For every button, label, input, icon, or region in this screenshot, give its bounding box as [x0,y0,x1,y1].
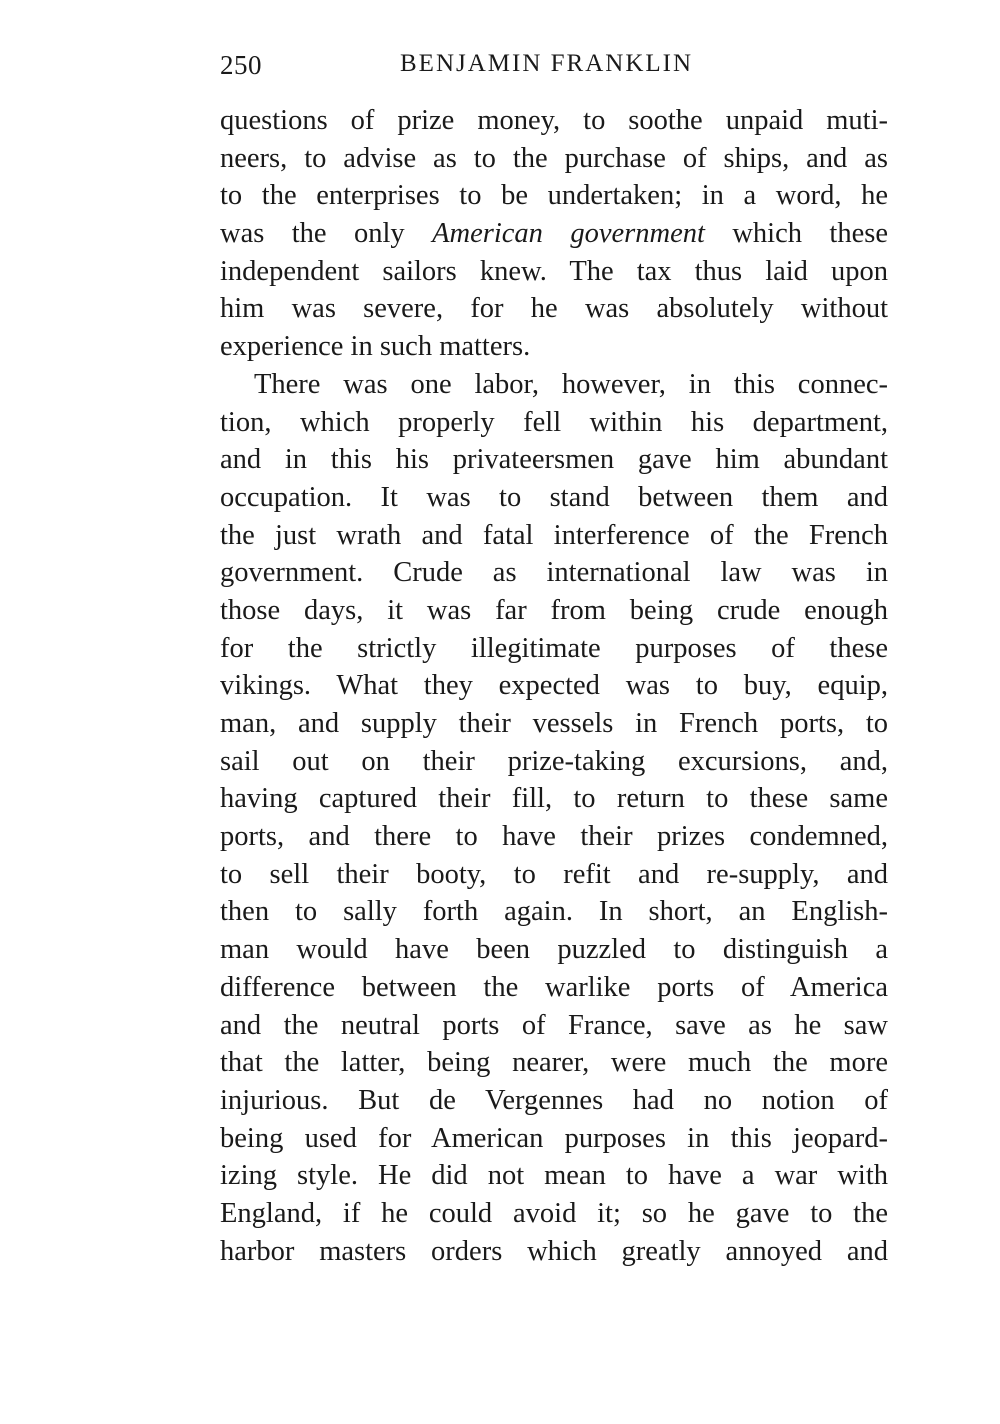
text-line: ports, and there to have their prizes condemned, [220,821,888,853]
text-line: government. Crude as international law was in [220,557,888,589]
text-line: difference between the warlike ports of America [220,971,888,1003]
text-line: the just wrath and fatal interference of the French [220,519,888,551]
text-line: harbor masters orders which greatly annoyed and [220,1235,888,1267]
text-line: having captured their fill, to return to these same [220,783,888,815]
text-line: experience in such matters. [220,331,531,363]
text-line: to the enterprises to be undertaken; in a word, he [220,180,888,212]
text-line: vikings. What they expected was to buy, equip, [220,670,888,702]
text-line: tion, which properly fell within his department, [220,406,888,438]
text-line: those days, it was far from being crude enough [220,594,888,626]
text-line: independent sailors knew. The tax thus laid upon [220,255,888,287]
text-line: and the neutral ports of France, save as he saw [220,1009,888,1041]
text-line: sail out on their prize-taking excursions, and, [220,745,888,777]
italic-phrase: American government [432,218,705,250]
text-line: to sell their booty, to refit and re-supply, and [220,858,888,890]
text-line: man, and supply their vessels in French ports, to [220,708,888,739]
text-line: that the latter, being nearer, were much the more [220,1047,888,1079]
text-line: for the strictly illegitimate purposes of these [220,632,888,664]
text-line: being used for American purposes in this jeopard- [220,1122,888,1154]
text-line: and in this his privateersmen gave him abundant [220,444,888,476]
text-line: izing style. He did not mean to have a war with [220,1160,888,1192]
running-head [220,50,888,86]
text-line: England, if he could avoid it; so he gave to the [220,1197,888,1229]
body-text [220,102,888,1270]
text-line: injurious. But de Vergennes had no notion of [220,1084,888,1116]
running-title: BENJAMIN FRANKLIN [400,50,694,77]
text-line: him was severe, for he was absolutely without [220,293,888,325]
text-line: questions of prize money, to soothe unpaid muti- [220,105,888,136]
text-line: occupation. It was to stand between them and [220,481,888,513]
text-line: neers, to advise as to the purchase of ships, and as [220,142,888,174]
text-line: There was one labor, however, in this connec- [254,368,888,400]
text-segment: which these [732,218,888,250]
text-line: then to sally forth again. In short, an English- [220,896,888,928]
text-line [220,215,888,253]
text-line: man would have been puzzled to distinguish a [220,934,888,966]
text-segment: was the only [220,218,405,250]
page-number: 250 [220,50,262,80]
